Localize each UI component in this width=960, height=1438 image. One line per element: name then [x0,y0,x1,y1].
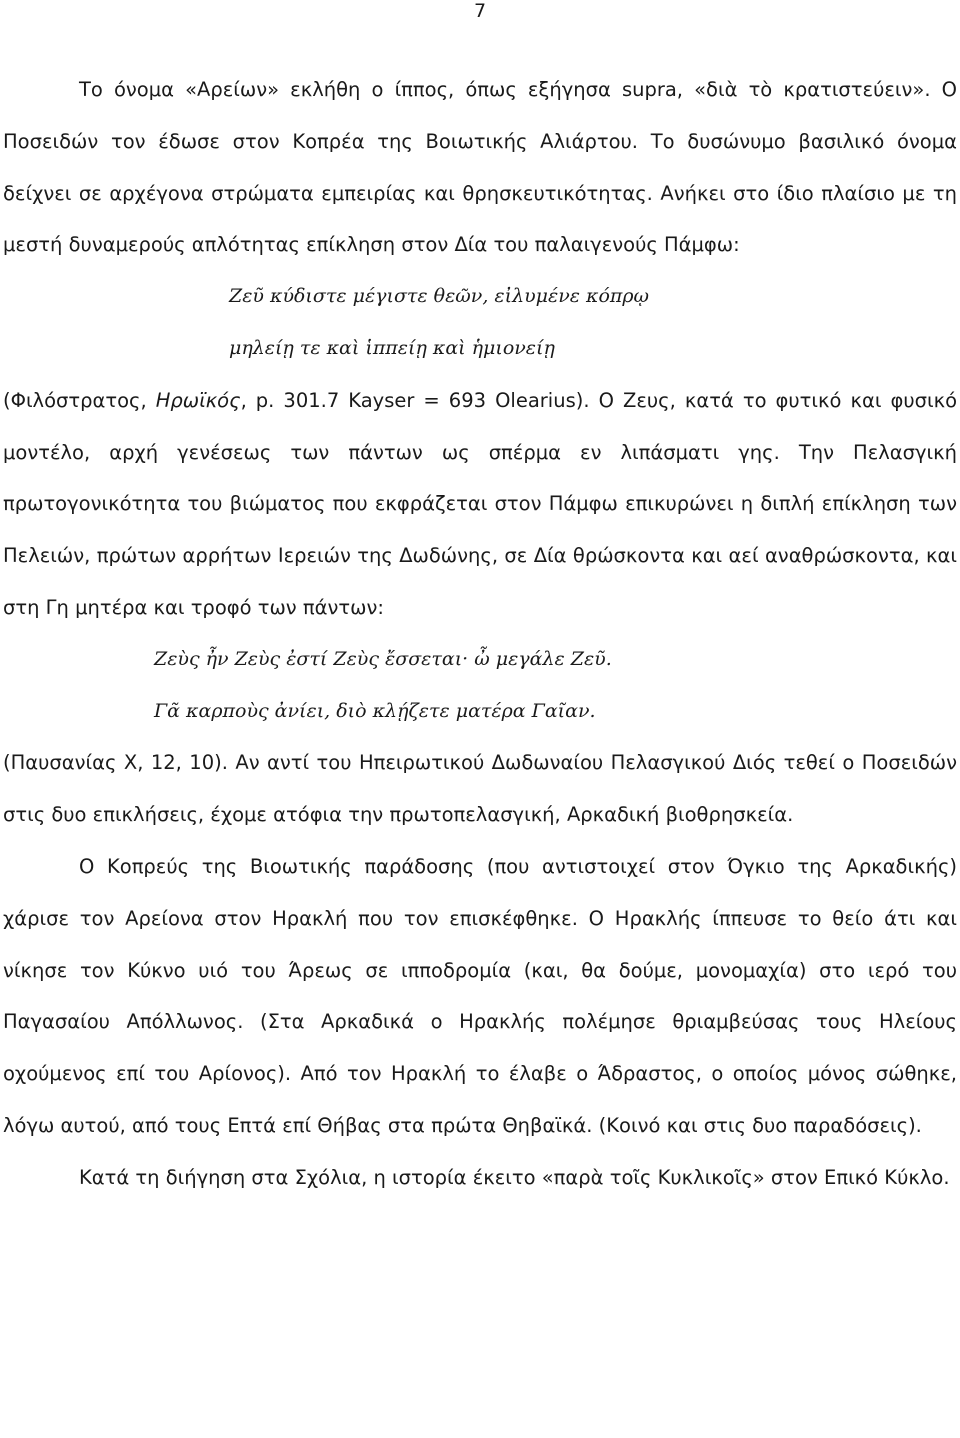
verse-block-pamphos [3,271,957,375]
citation-suffix: , p. 301.7 Kayser = 693 Olearius). [240,388,599,412]
paragraph-2-text: Ο Ζευς, κατά το φυτικό και φυσικό μοντέλο, αρχή γενέσεως των πάντων ως σπέρμα εν λιπάσματι γης. Την Πελασγική πρωτογονικότητα του βιώματος που εκφράζεται στον Πάμφω επικυρώνει η διπλή επίκληση των Πελειών, πρώτων αρρήτων Ιερειών της Δωδώνης, σε Δία θρώσκοντα και αεί αναθρώσκοντα, και στη Γη μητέρα και τροφό των πάντων: [3,388,957,619]
paragraph-2 [3,375,957,634]
verse-line: Γᾶ καρποὺς ἀνίει, διὸ κλῄζετε ματέρα Γαῖαν. [154,699,596,722]
verse-line: Ζεὺς ἦν Ζεὺς ἐστί Ζεὺς ἔσσεται· ὦ μεγάλε Ζεῦ. [154,647,612,670]
verse-line: Ζεῦ κύδιστε μέγιστε θεῶν, εἰλυμένε κόπρῳ [229,285,650,308]
citation-prefix: (Φιλόστρατος, [3,388,156,412]
paragraph-5: Κατά τη διήγηση στα Σχόλια, η ιστορία έκειτο «παρὰ τοῖς Κυκλικοῖς» στον Επικό Κύκλο. [79,1165,950,1189]
paragraph-4: Ο Κοπρεύς της Βιοωτικής παράδοσης (που αντιστοιχεί στον Όγκιο της Αρκαδικής) χάρισε τον Αρείονα στον Ηρακλή που τον επισκέφθηκε. Ο Ηρακλής ίππευσε το θείο άτι και νίκησε τον Κύκνο υιό του Άρεως σε ιπποδρομία (και, θα δούμε, μονομαχία) στο ιερό του Παγασαίου Απόλλωνος. (Στα Αρκαδικά ο Ηρακλής πολέμησε θριαμβεύσας τους Ηλείους οχούμενος επί του Αρίονος). Από τον Ηρακλή το έλαβε ο Άδραστος, ο οποίος μόνος σώθηκε, λόγω αυτού, από τους Επτά επί Θήβας στα πρώτα Θηβαϊκά. (Κοινό και στις δυο παραδόσεις). [3,854,957,1137]
page-number: 7 [473,0,487,22]
citation-title: Ηρωϊκός [155,388,241,412]
paragraph-1 [3,64,957,271]
document-body [3,64,957,1204]
verse-block-peleiades [3,634,957,738]
paragraph-1-text: Το όνομα «Αρείων» εκλήθη ο ίππος, όπως εξήγησα supra, «διὰ τὸ κρατιστεύειν». Ο Ποσειδών τον έδωσε στον Κοπρέα της Βοιωτικής Αλιάρτου. Το δυσώνυμο βασιλικό όνομα δείχνει σε αρχέγονα στρώματα εμπειρίας και θρησκευτικότητας. Ανήκει στο ίδιο πλαίσιο με τη μεστή δυναμερούς απλότητας επίκληση στον Δία του παλαιγενούς Πάμφω: [3,78,957,257]
paragraph-3: (Παυσανίας Χ, 12, 10). Αν αντί του Ηπειρωτικού Δωδωναίου Πελασγικού Διός τεθεί ο Ποσειδών στις δυο επικλήσεις, έχομε ατόφια την πρωτοπελασγική, Αρκαδική βιοθρησκεία. [3,751,957,827]
verse-line: μηλείῃ τε καὶ ἱππείῃ καὶ ἡμιονείῃ [229,336,555,359]
